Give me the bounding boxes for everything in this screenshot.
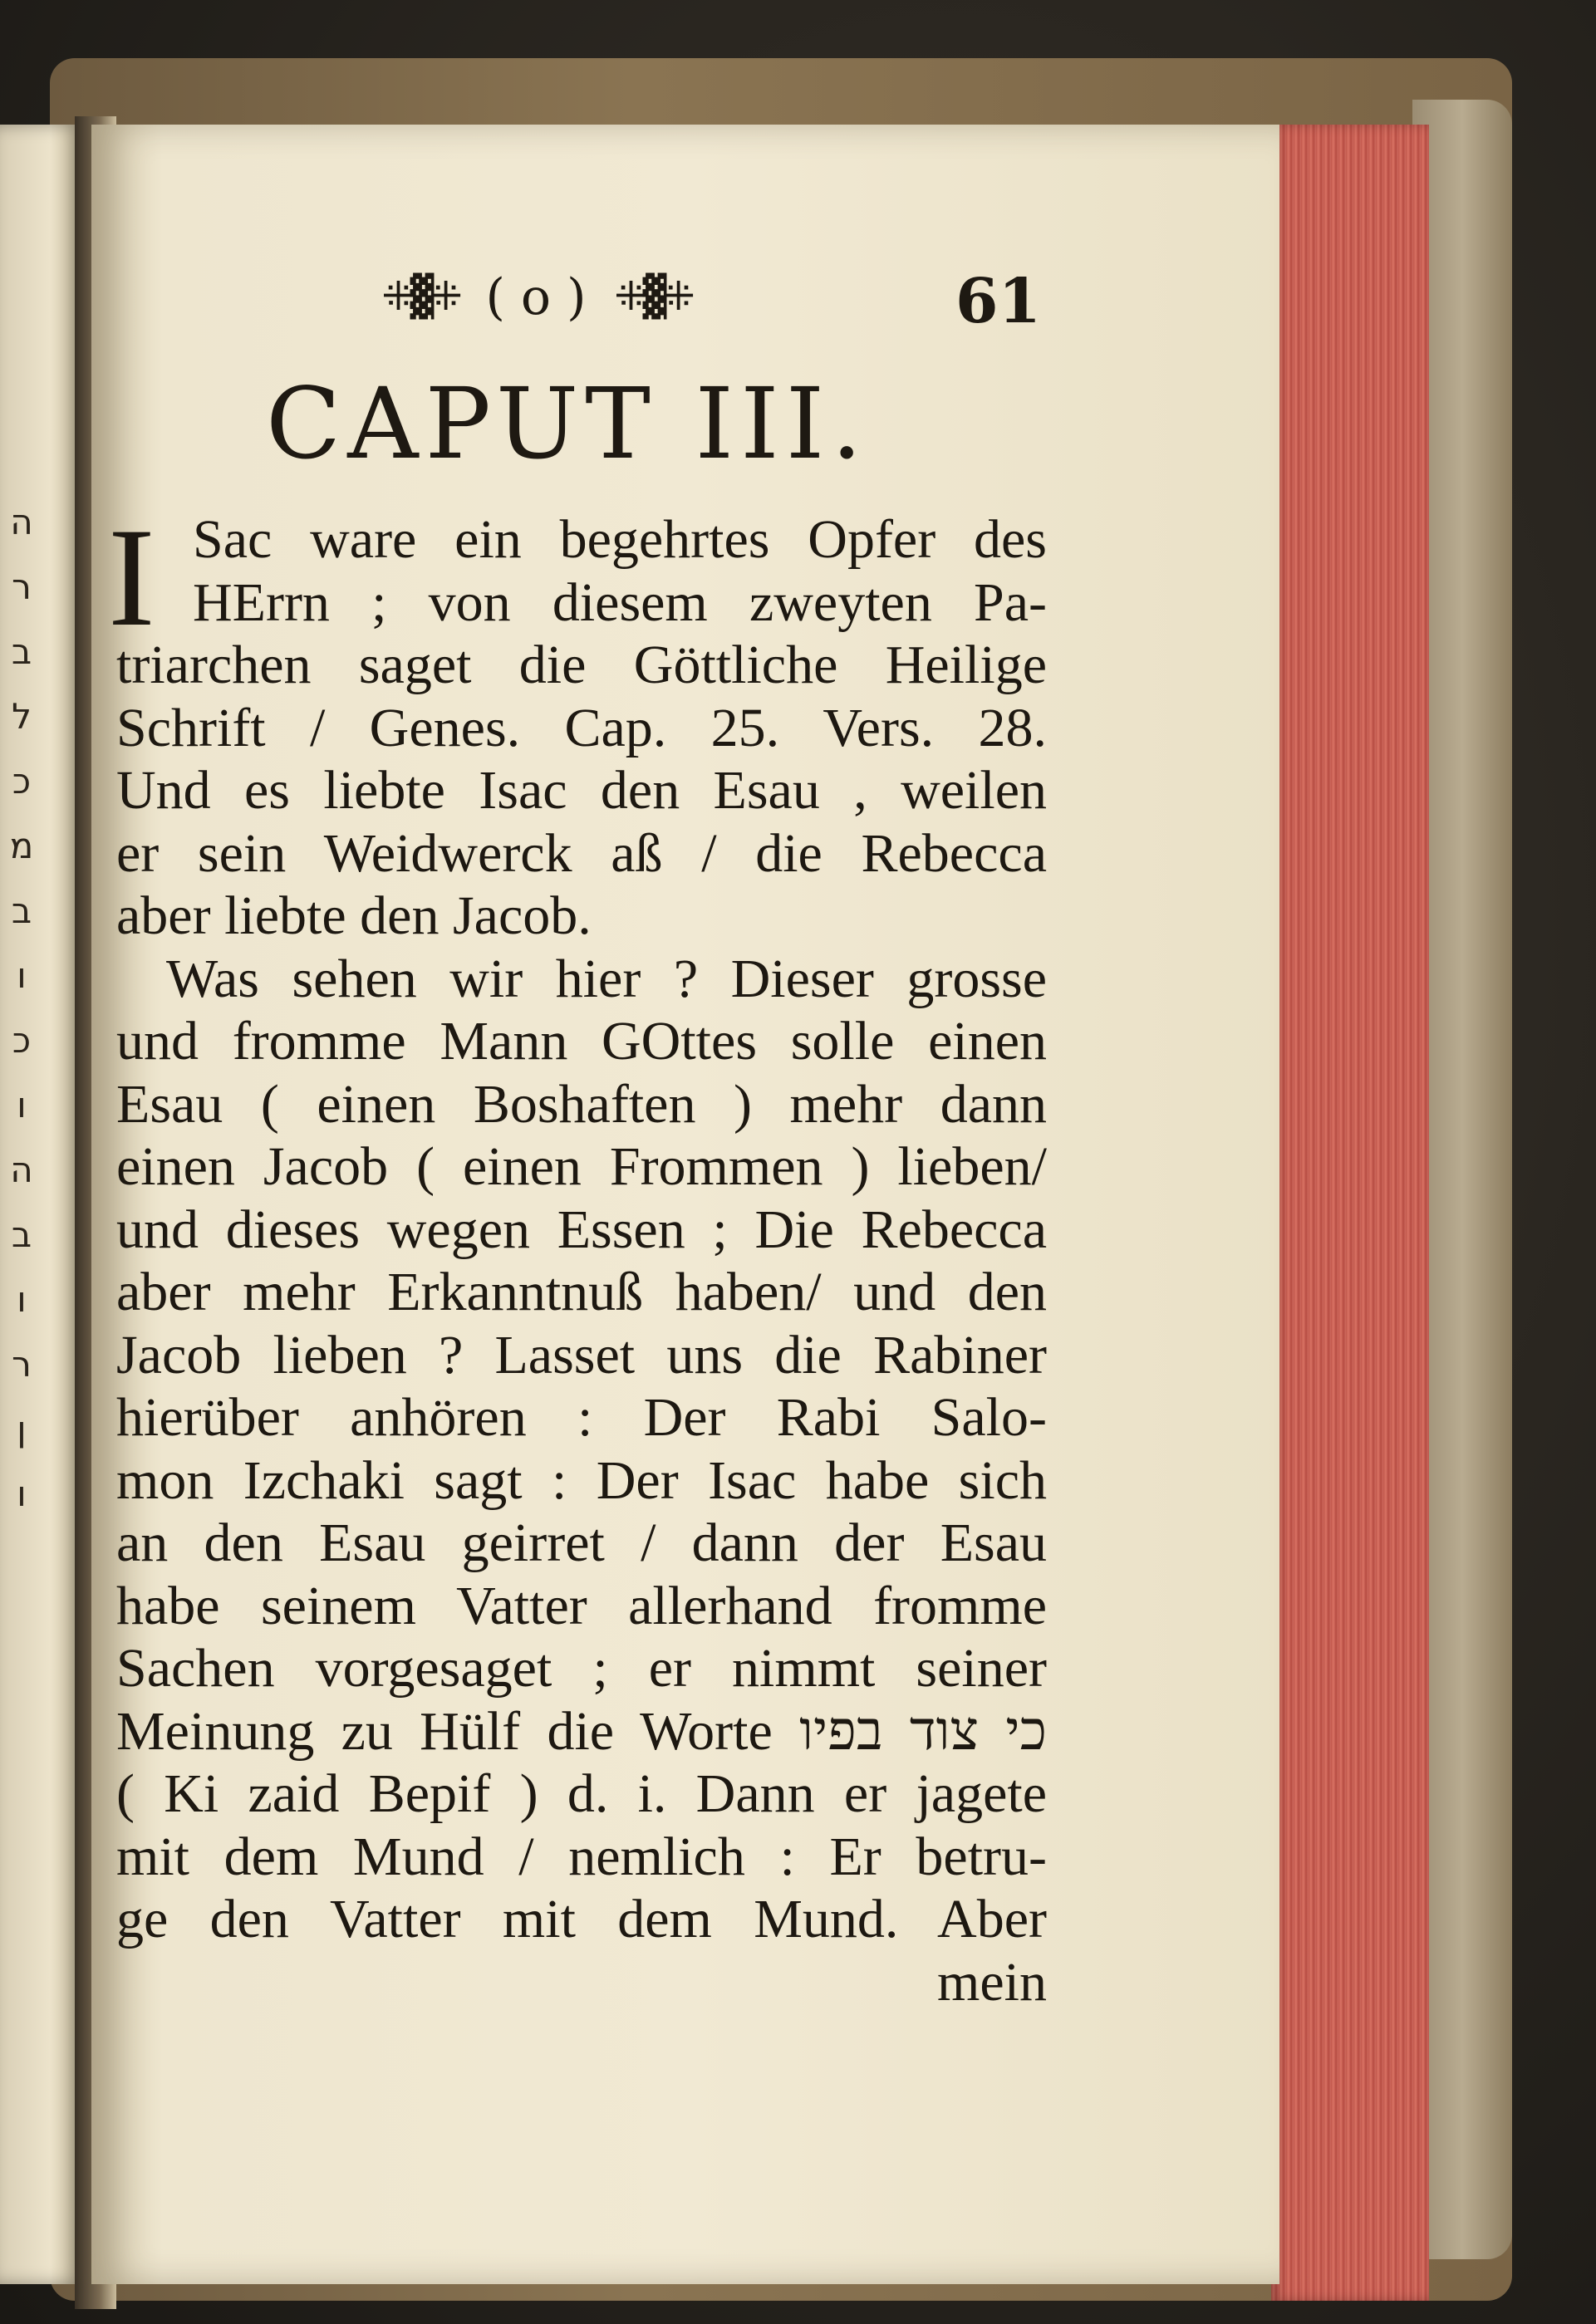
text-line: aber liebte den Jacob. — [116, 885, 592, 946]
text-line: triarchen saget die Göttliche Heilige — [116, 635, 1047, 695]
facing-page-letter: ן — [17, 1409, 27, 1449]
facing-page-letter: ר — [12, 1344, 32, 1385]
page-number: 61 — [955, 266, 1041, 337]
text-line: Sac ware ein begehrtes Opfer des — [193, 509, 1047, 570]
drop-cap: I — [108, 499, 155, 655]
text-line: und fromme Mann GOttes solle einen — [116, 1011, 1047, 1071]
text-line: HErrn ; von diesem zweyten Pa- — [193, 571, 1047, 633]
text-line: Sachen vorgesaget ; er nimmt seiner — [116, 1638, 1047, 1699]
facing-page-letter: ב — [11, 890, 32, 931]
facing-page-letter: ו — [17, 1279, 27, 1320]
facing-page-letter: ו — [17, 1473, 27, 1514]
facing-page — [0, 125, 83, 2284]
text-line: mit dem Mund / nemlich : Er betru- — [116, 1826, 1047, 1887]
header-ornament-right-icon: ⁜▓⁜ — [614, 273, 690, 320]
text-line: mon Izchaki sagt : Der Isac habe sich — [116, 1449, 1047, 1511]
facing-page-letter: ב — [11, 1214, 32, 1255]
facing-page-letter: ב — [11, 631, 32, 672]
facing-page-letter: כ — [12, 761, 32, 802]
header-ornament-left-icon: ⁜▓⁜ — [381, 273, 458, 320]
text-line: Esau ( einen Boshaften ) mehr dann — [116, 1073, 1047, 1135]
facing-page-letters — [5, 490, 38, 1527]
text-line: ge den Vatter mit dem Mund. Aber — [116, 1889, 1047, 1949]
text-line: aber mehr Erkanntnuß haben/ und den — [116, 1262, 1047, 1322]
facing-page-letter: ר — [12, 566, 32, 607]
catchword: mein — [937, 1951, 1047, 2013]
text-line: an den Esau geirret / dann der Esau — [116, 1513, 1047, 1573]
page-header — [366, 249, 1030, 341]
text-line: Meinung zu Hülf die Worte כי צוד בפיו — [116, 1700, 1047, 1762]
text-line: einen Jacob ( einen Frommen ) lieben/ — [116, 1136, 1047, 1197]
facing-page-letter: מ — [9, 826, 34, 866]
page-edges — [1271, 125, 1429, 2301]
text-line: habe seinem Vatter allerhand fromme — [116, 1575, 1047, 1636]
body-text — [108, 499, 1047, 2013]
facing-page-letter: ו — [17, 1085, 27, 1125]
facing-page-letter: ו — [17, 955, 27, 996]
text-line: Schrift / Genes. Cap. 25. Vers. 28. — [116, 697, 1047, 758]
text-line: Was sehen wir hier ? Dieser grosse — [166, 948, 1047, 1009]
facing-page-letter: כ — [12, 1020, 32, 1061]
header-mark: ( o ) — [485, 268, 587, 326]
text-line: hierüber anhören : Der Rabi Salo- — [116, 1387, 1047, 1448]
text-line: ( Ki zaid Bepif ) d. i. Dann er jagete — [116, 1763, 1047, 1824]
text-line: Und es liebte Isac den Esau , weilen — [116, 760, 1047, 821]
facing-page-letter: ה — [10, 502, 33, 542]
chapter-title: CAPUT III. — [266, 366, 869, 481]
text-line: er sein Weidwerck aß / die Rebecca — [116, 822, 1047, 884]
facing-page-letter: ל — [12, 696, 32, 737]
text-line: und dieses wegen Essen ; Die Rebecca — [116, 1199, 1047, 1260]
facing-page-letter: ה — [10, 1150, 33, 1190]
text-line: Jacob lieben ? Lasset uns die Rabiner — [116, 1324, 1047, 1385]
